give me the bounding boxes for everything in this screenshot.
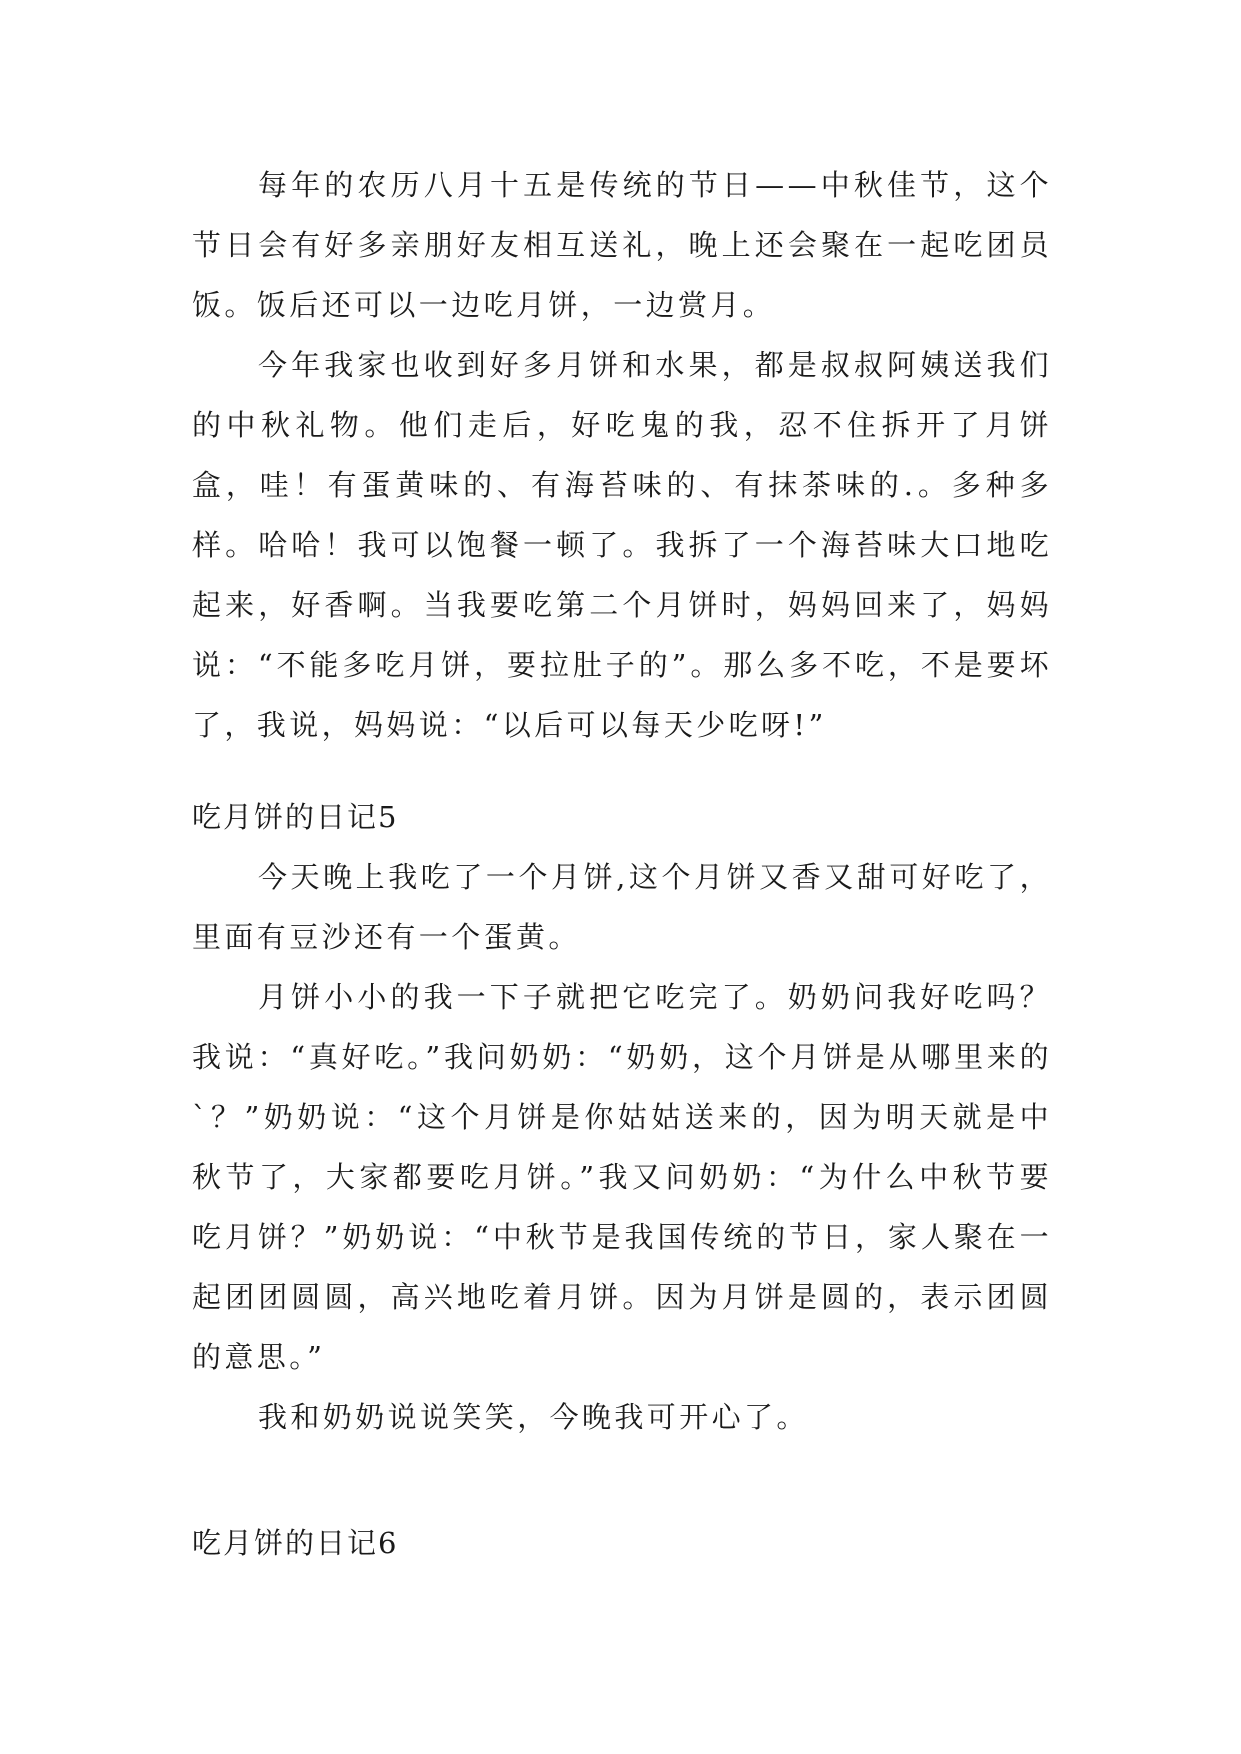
section-heading: 吃月饼的日记6	[192, 1526, 399, 1560]
body-paragraph: 今年我家也收到好多月饼和水果，都是叔叔阿姨送我们的中秋礼物。他们走后，好吃鬼的我，忍不住拆开了月饼盒，哇！有蛋黄味的、有海苔味的、有抹茶味的.。多种多样。哈哈！我可以饱餐一顿了。我拆了一个海苔味大口地吃起来，好香啊。当我要吃第二个月饼时，妈妈回来了，妈妈说：“不能多吃月饼，要拉肚子的”。那么多不吃，不是要坏了，我说，妈妈说：“以后可以每天少吃呀!”	[192, 348, 1052, 742]
body-paragraph: 今天晚上我吃了一个月饼,这个月饼又香又甜可好吃了，里面有豆沙还有一个蛋黄。	[192, 860, 1052, 954]
body-paragraph: 每年的农历八月十五是传统的节日——中秋佳节，这个节日会有好多亲朋好友相互送礼，晚上还会聚在一起吃团员饭。饭后还可以一边吃月饼，一边赏月。	[192, 168, 1052, 322]
section-heading: 吃月饼的日记5	[192, 800, 399, 834]
body-paragraph: 我和奶奶说说笑笑，今晚我可开心了。	[258, 1400, 809, 1434]
body-paragraph: 月饼小小的我一下子就把它吃完了。奶奶问我好吃吗？我说：“真好吃。”我问奶奶：“奶奶，这个月饼是从哪里来的`？”奶奶说：“这个月饼是你姑姑送来的，因为明天就是中秋节了，大家都要吃月饼。”我又问奶奶：“为什么中秋节要吃月饼？”奶奶说：“中秋节是我国传统的节日，家人聚在一起团团圆圆，高兴地吃着月饼。因为月饼是圆的，表示团圆的意思。”	[192, 980, 1052, 1374]
